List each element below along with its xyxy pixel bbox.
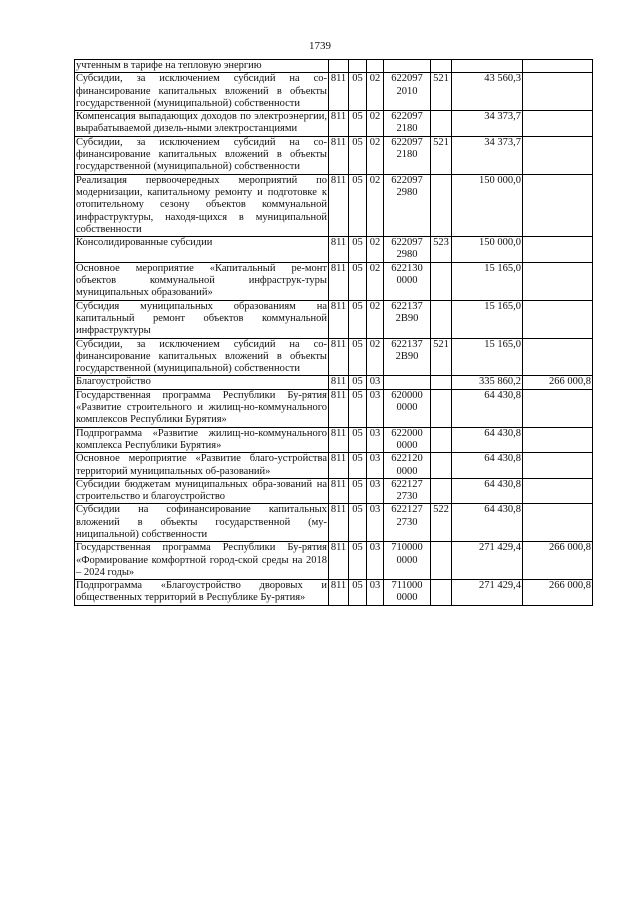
- target-article-cell: 622137 2В90: [384, 300, 431, 338]
- expense-type-cell: 521: [431, 338, 452, 376]
- expense-type-cell: [431, 478, 452, 504]
- expense-type-cell: 522: [431, 504, 452, 542]
- row-name-cell: Компенсация выпадающих доходов по электроэнергии, вырабатываемой дизель-ными электростанциями: [76, 111, 327, 135]
- table-row: [75, 338, 593, 376]
- target-article-cell: 622097 2010: [384, 73, 431, 111]
- row-name-cell: Субсидии бюджетам муниципальных обра-зований на строительство и благоустройство: [76, 478, 327, 503]
- row-name-cell: Субсидии, за исключением субсидий на со-финансирование капитальных вложений в объекты государственной (муниципальной) собственности: [76, 73, 327, 109]
- subsection-cell: 02: [367, 111, 384, 137]
- section-cell: 05: [349, 73, 367, 111]
- target-article-cell: 622097 2980: [384, 237, 431, 263]
- grbs-cell: 811: [329, 389, 349, 427]
- target-article-cell: 622097 2180: [384, 136, 431, 174]
- expense-type-cell: [431, 453, 452, 479]
- amount-cell: 64 430,8: [452, 453, 523, 479]
- amount-cell: 150 000,0: [452, 174, 523, 236]
- expense-type-cell: [431, 427, 452, 453]
- table-row: [75, 376, 593, 389]
- table-row: [75, 580, 593, 606]
- target-article-cell: 622127 2730: [384, 478, 431, 504]
- section-cell: 05: [349, 453, 367, 479]
- section-cell: 05: [349, 174, 367, 236]
- row-name-cell: Субсидия муниципальных образованиям на капитальный ремонт объектов коммунальной инфраструктуры: [76, 300, 327, 337]
- row-name-cell: Субсидии, за исключением субсидий на со-финансирование капитальных вложений в объекты государственной (муниципальной) собственности: [76, 136, 327, 173]
- subsection-cell: [367, 60, 384, 73]
- table-row: [75, 111, 593, 137]
- table-row: [75, 478, 593, 504]
- row-name-cell: учтенным в тарифе на тепловую энергию: [75, 60, 329, 73]
- grbs-cell: 811: [329, 111, 349, 137]
- target-article-cell: 622097 2180: [384, 111, 431, 137]
- row-name-cell: Субсидии, за исключением субсидий на со-финансирование капитальных вложений в объекты государственной (муниципальной) собственности: [76, 338, 327, 375]
- table-row: [75, 427, 593, 453]
- row-name-cell: Подпрограмма «Благоустройство дворовых и общественных территорий в Республике Бу-рятия»: [76, 580, 327, 604]
- expense-type-cell: 523: [431, 237, 452, 263]
- target-article-cell: 622097 2980: [384, 174, 431, 236]
- target-article-cell: [384, 60, 431, 73]
- expense-type-cell: [431, 376, 452, 389]
- expense-type-cell: [431, 262, 452, 300]
- table-row: [75, 237, 593, 263]
- section-cell: 05: [349, 504, 367, 542]
- subsection-cell: 02: [367, 237, 384, 263]
- expense-type-cell: [431, 300, 452, 338]
- section-cell: 05: [349, 427, 367, 453]
- row-name-cell: Консолидированные субсидии: [75, 237, 329, 263]
- grbs-cell: 811: [329, 376, 349, 389]
- subsection-cell: 02: [367, 136, 384, 174]
- section-cell: 05: [349, 338, 367, 376]
- amount-secondary-cell: [523, 453, 593, 479]
- target-article-cell: 622130 0000: [384, 262, 431, 300]
- amount-secondary-cell: [523, 427, 593, 453]
- amount-secondary-cell: [523, 136, 593, 174]
- section-cell: 05: [349, 478, 367, 504]
- grbs-cell: 811: [329, 478, 349, 504]
- target-article-cell: 711000 0000: [384, 580, 431, 606]
- amount-secondary-cell: [523, 174, 593, 236]
- grbs-cell: 811: [329, 300, 349, 338]
- subsection-cell: 03: [367, 580, 384, 606]
- row-name-cell: Реализация первоочередных мероприятий по модернизации, капитальному ремонту и подготовке к отопительному сезону объектов коммунальной инфраструктуры, находя-щихся в муниципальной собственности: [76, 174, 327, 235]
- target-article-cell: 622137 2В90: [384, 338, 431, 376]
- expense-type-cell: [431, 60, 452, 73]
- subsection-cell: 03: [367, 427, 384, 453]
- row-name-cell: Государственная программа Республики Бу-рятия «Формирование комфортной город-ской среды на 2018 – 2024 годы»: [76, 542, 327, 578]
- target-article-cell: 620000 0000: [384, 389, 431, 427]
- grbs-cell: 811: [329, 136, 349, 174]
- target-article-cell: 710000 0000: [384, 542, 431, 580]
- amount-cell: 34 373,7: [452, 111, 523, 137]
- grbs-cell: 811: [329, 427, 349, 453]
- grbs-cell: 811: [329, 338, 349, 376]
- page-number: 1739: [309, 40, 331, 52]
- amount-cell: 15 165,0: [452, 262, 523, 300]
- amount-secondary-cell: 266 000,8: [523, 580, 593, 606]
- section-cell: 05: [349, 542, 367, 580]
- row-name-cell: Основное мероприятие «Развитие благо-устройства территорий муниципальных об-разований»: [76, 453, 327, 477]
- table-row: [75, 136, 593, 174]
- amount-secondary-cell: 266 000,8: [523, 542, 593, 580]
- grbs-cell: 811: [329, 542, 349, 580]
- section-cell: 05: [349, 376, 367, 389]
- subsection-cell: 03: [367, 478, 384, 504]
- grbs-cell: 811: [329, 580, 349, 606]
- target-article-cell: 622127 2730: [384, 504, 431, 542]
- subsection-cell: 03: [367, 453, 384, 479]
- subsection-cell: 03: [367, 389, 384, 427]
- grbs-cell: 811: [329, 453, 349, 479]
- grbs-cell: 811: [329, 237, 349, 263]
- table-row: [75, 60, 593, 73]
- target-article-cell: [384, 376, 431, 389]
- section-cell: 05: [349, 262, 367, 300]
- amount-cell: 15 165,0: [452, 338, 523, 376]
- amount-secondary-cell: [523, 478, 593, 504]
- amount-secondary-cell: [523, 338, 593, 376]
- amount-cell: 64 430,8: [452, 389, 523, 427]
- amount-cell: [452, 60, 523, 73]
- table-body: [75, 60, 593, 606]
- target-article-cell: 622120 0000: [384, 453, 431, 479]
- amount-secondary-cell: [523, 262, 593, 300]
- table-row: [75, 389, 593, 427]
- amount-cell: 335 860,2: [452, 376, 523, 389]
- subsection-cell: 03: [367, 376, 384, 389]
- subsection-cell: 02: [367, 73, 384, 111]
- expense-type-cell: 521: [431, 136, 452, 174]
- row-name-cell: Субсидии на софинансирование капитальных вложений в объекты государственной (му-ниципальной) собственности: [76, 504, 327, 540]
- row-name-cell: Благоустройство: [75, 376, 329, 389]
- section-cell: 05: [349, 111, 367, 137]
- grbs-cell: 811: [329, 504, 349, 542]
- row-name-cell: Государственная программа Республики Бу-рятия «Развитие строительного и жилищ-но-коммунального комплексов Республики Бурятия»: [76, 389, 327, 426]
- table-row: [75, 300, 593, 338]
- row-name-cell: Основное мероприятие «Капитальный ре-монт объектов коммунальной инфраструк-туры муниципальных образований»: [76, 262, 327, 299]
- subsection-cell: 02: [367, 262, 384, 300]
- amount-cell: 15 165,0: [452, 300, 523, 338]
- amount-secondary-cell: [523, 60, 593, 73]
- subsection-cell: 02: [367, 300, 384, 338]
- grbs-cell: 811: [329, 262, 349, 300]
- amount-cell: 271 429,4: [452, 542, 523, 580]
- expense-type-cell: [431, 580, 452, 606]
- section-cell: 05: [349, 237, 367, 263]
- subsection-cell: 03: [367, 542, 384, 580]
- target-article-cell: 622000 0000: [384, 427, 431, 453]
- amount-cell: 64 430,8: [452, 427, 523, 453]
- grbs-cell: [329, 60, 349, 73]
- table-row: [75, 262, 593, 300]
- table-row: [75, 542, 593, 580]
- amount-secondary-cell: [523, 389, 593, 427]
- amount-secondary-cell: [523, 111, 593, 137]
- amount-cell: 43 560,3: [452, 73, 523, 111]
- amount-cell: 34 373,7: [452, 136, 523, 174]
- expense-type-cell: [431, 111, 452, 137]
- section-cell: 05: [349, 300, 367, 338]
- subsection-cell: 02: [367, 174, 384, 236]
- section-cell: [349, 60, 367, 73]
- amount-secondary-cell: [523, 237, 593, 263]
- subsection-cell: 02: [367, 338, 384, 376]
- amount-secondary-cell: [523, 504, 593, 542]
- table-row: [75, 453, 593, 479]
- amount-cell: 271 429,4: [452, 580, 523, 606]
- grbs-cell: 811: [329, 73, 349, 111]
- expense-type-cell: 521: [431, 73, 452, 111]
- expense-type-cell: [431, 542, 452, 580]
- amount-cell: 150 000,0: [452, 237, 523, 263]
- table-row: [75, 174, 593, 236]
- subsection-cell: 03: [367, 504, 384, 542]
- section-cell: 05: [349, 389, 367, 427]
- amount-secondary-cell: [523, 73, 593, 111]
- amount-cell: 64 430,8: [452, 504, 523, 542]
- row-name-cell: Подпрограмма «Развитие жилищ-но-коммунального комплекса Республики Бурятия»: [76, 427, 327, 451]
- expense-type-cell: [431, 174, 452, 236]
- table-row: [75, 504, 593, 542]
- amount-secondary-cell: [523, 300, 593, 338]
- amount-secondary-cell: 266 000,8: [523, 376, 593, 389]
- grbs-cell: 811: [329, 174, 349, 236]
- budget-table: [74, 59, 593, 606]
- expense-type-cell: [431, 389, 452, 427]
- amount-cell: 64 430,8: [452, 478, 523, 504]
- section-cell: 05: [349, 580, 367, 606]
- section-cell: 05: [349, 136, 367, 174]
- table-row: [75, 73, 593, 111]
